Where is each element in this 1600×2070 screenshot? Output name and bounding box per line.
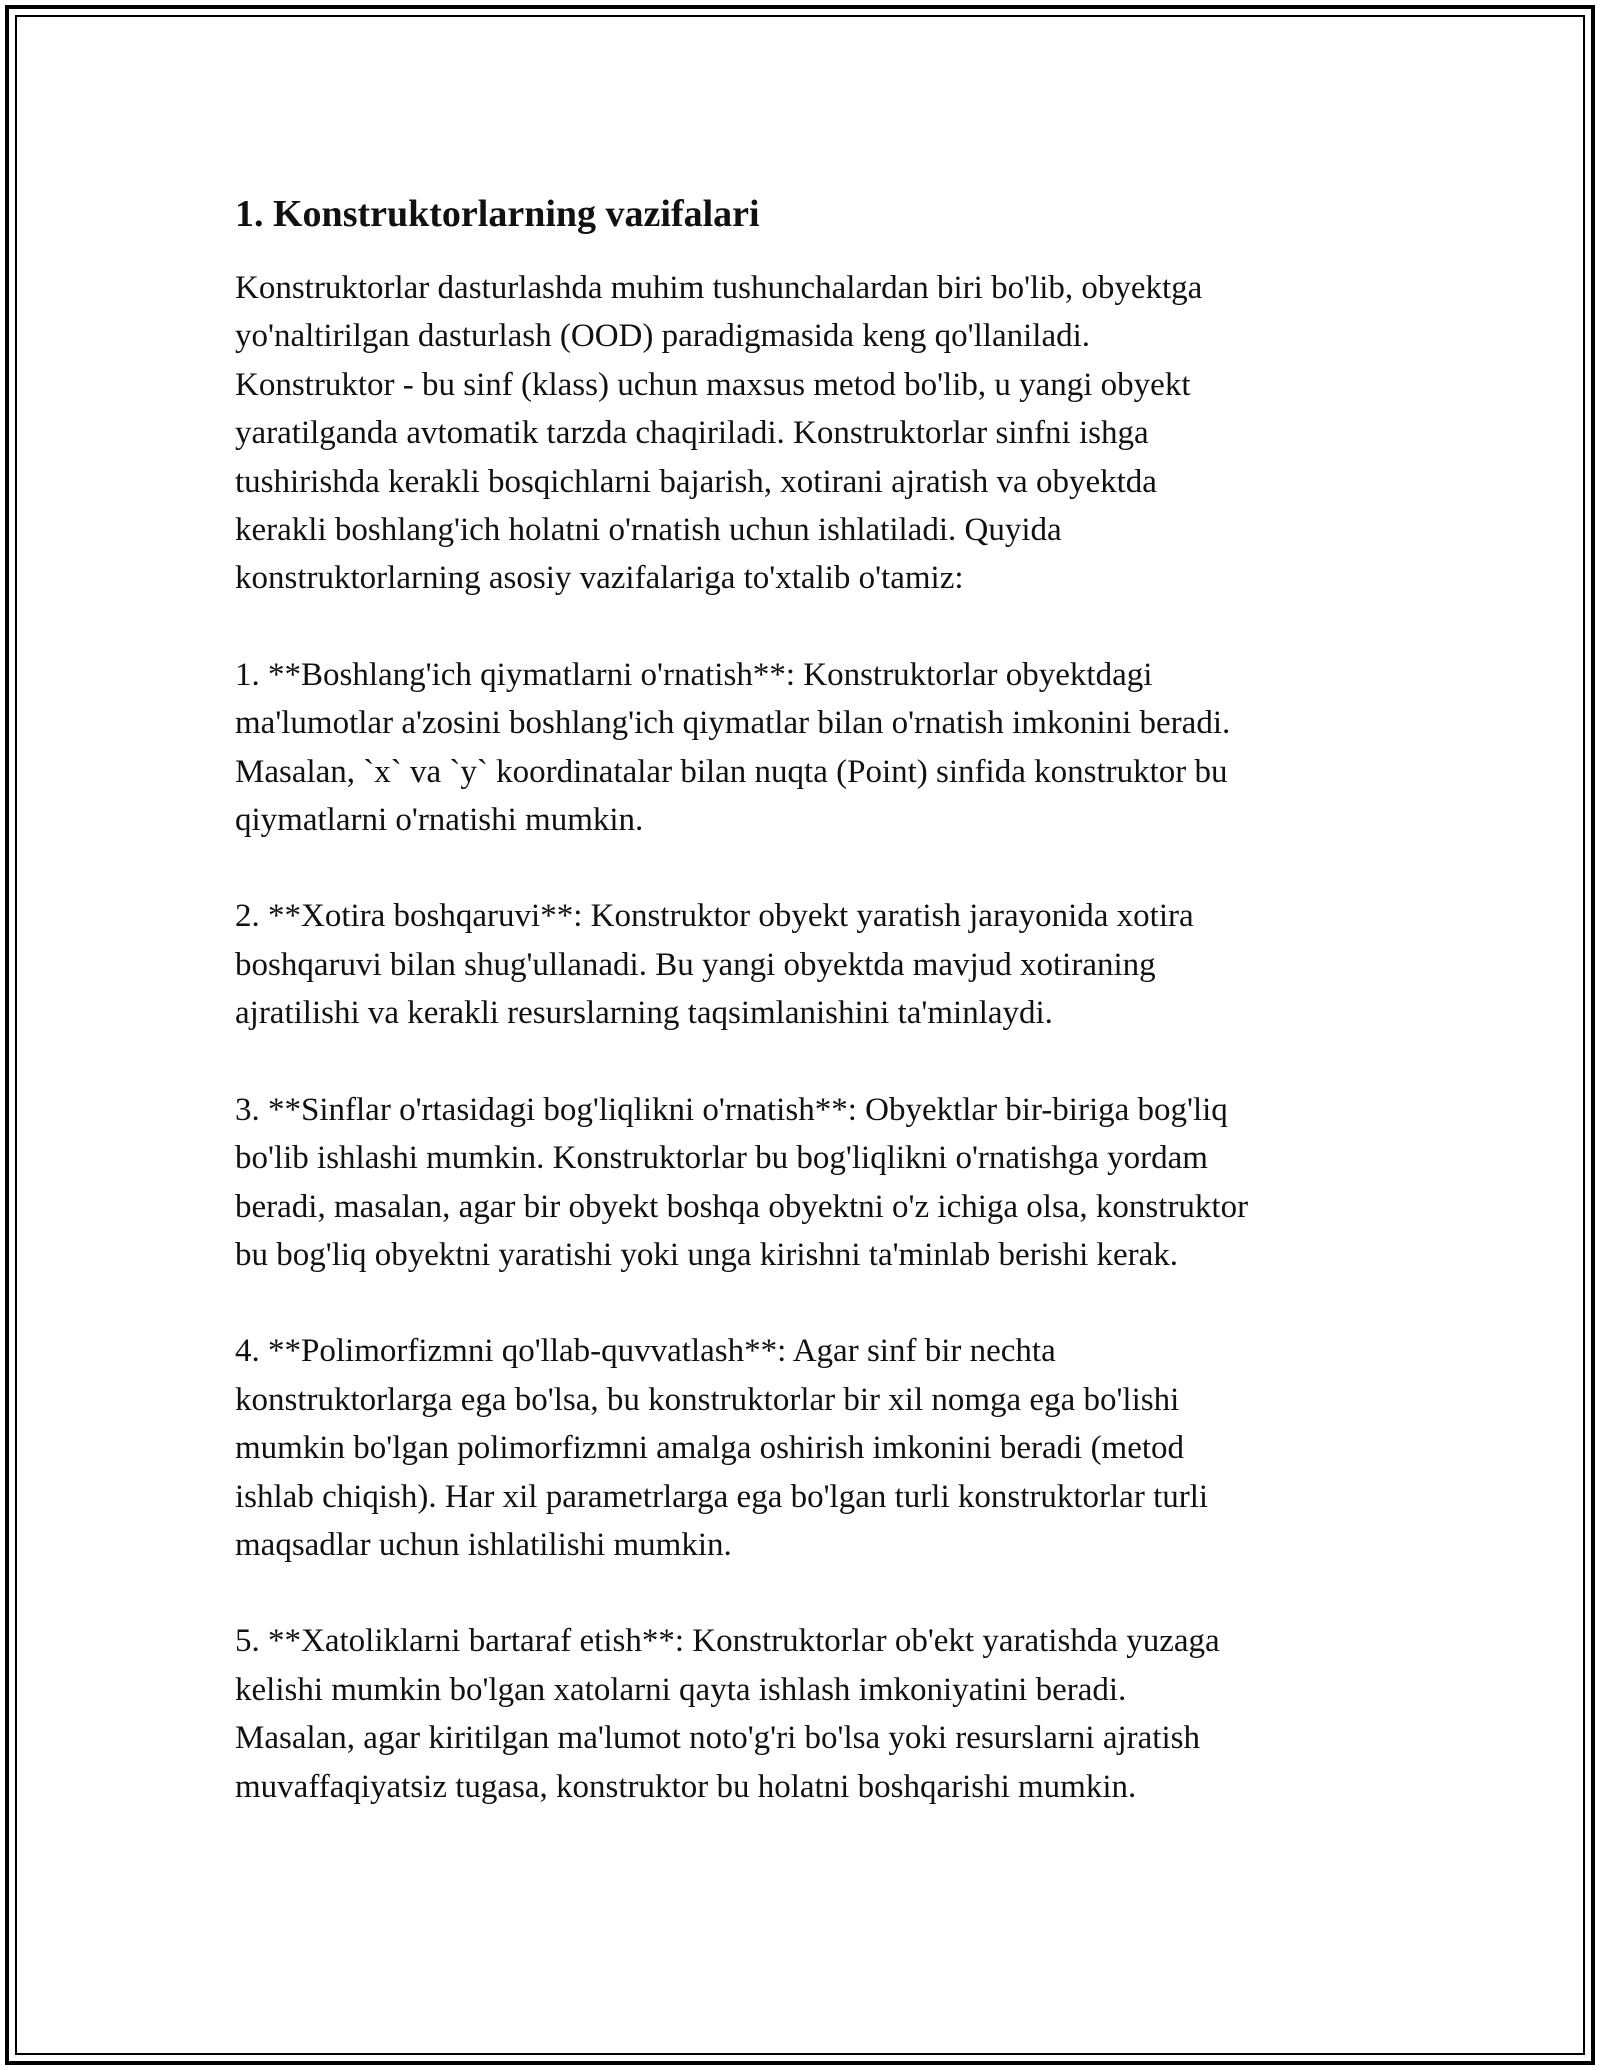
- list-item: 5. **Xatoliklarni bartaraf etish**: Konstruktorlar ob'ekt yaratishda yuzaga kelishi mumkin bo'lgan xatolarni qayta ishlash imkoniyatini beradi. Masalan, agar kiritilgan ma'lumot noto'g'ri bo'lsa yoki resurslarni ajratish muvaffaqiyatsiz tugasa, konstruktor bu holatni boshqarishi mumkin.: [235, 1623, 1220, 1805]
- list-item: 4. **Polimorfizmni qo'llab-quvvatlash**: Agar sinf bir nechta konstruktorlarga ega bo'lsa, bu konstruktorlar bir xil nomga ega bo'lishi mumkin bo'lgan polimorfizmni amalga oshirish imkonini beradi (metod ishlab chiqish). Har xil parametrlarga ega bo'lgan turli konstruktorlar turli maqsadlar uchun ishlatilishi mumkin.: [235, 1333, 1209, 1563]
- section-heading: 1. Konstruktorlarning vazifalari: [235, 193, 760, 235]
- document-body: [235, 186, 1370, 1859]
- intro-paragraph: Konstruktorlar dasturlashda muhim tushunchalardan biri bo'lib, obyektga yo'naltirilgan dasturlash (OOD) paradigmasida keng qo'llaniladi. Konstruktor - bu sinf (klass) uchun maxsus metod bo'lib, u yangi obyekt yaratilganda avtomatik tarzda chaqiriladi. Konstruktorlar sinfni ishga tushirishda kerakli bosqichlarni bajarish, xotirani ajratish va obyektda kerakli boshlang'ich holatni o'rnatish uchun ishlatiladi. Quyida konstruktorlarning asosiy vazifalariga to'xtalib o'tamiz:: [235, 270, 1203, 597]
- list-item: 1. **Boshlang'ich qiymatlarni o'rnatish**: Konstruktorlar obyektdagi ma'lumotlar a'zosini boshlang'ich qiymatlar bilan o'rnatish imkonini beradi. Masalan, `x` va `y` koordinatalar bilan nuqta (Point) sinfida konstruktor bu qiymatlarni o'rnatishi mumkin.: [235, 656, 1231, 839]
- list-item: 2. **Xotira boshqaruvi**: Konstruktor obyekt yaratish jarayonida xotira boshqaruvi bilan shug'ullanadi. Bu yangi obyektda mavjud xotiraning ajratilishi va kerakli resurslarning taqsimlanishini ta'minlaydi.: [235, 898, 1194, 1032]
- list-item: 3. **Sinflar o'rtasidagi bog'liqlikni o'rnatish**: Obyektlar bir-biriga bog'liq bo'lib ishlashi mumkin. Konstruktorlar bu bog'liqlikni o'rnatishga yordam beradi, masalan, agar bir obyekt boshqa obyektni o'z ichiga olsa, konstruktor bu bog'liq obyektni yaratishi yoki unga kirishni ta'minlab berishi kerak.: [235, 1091, 1249, 1273]
